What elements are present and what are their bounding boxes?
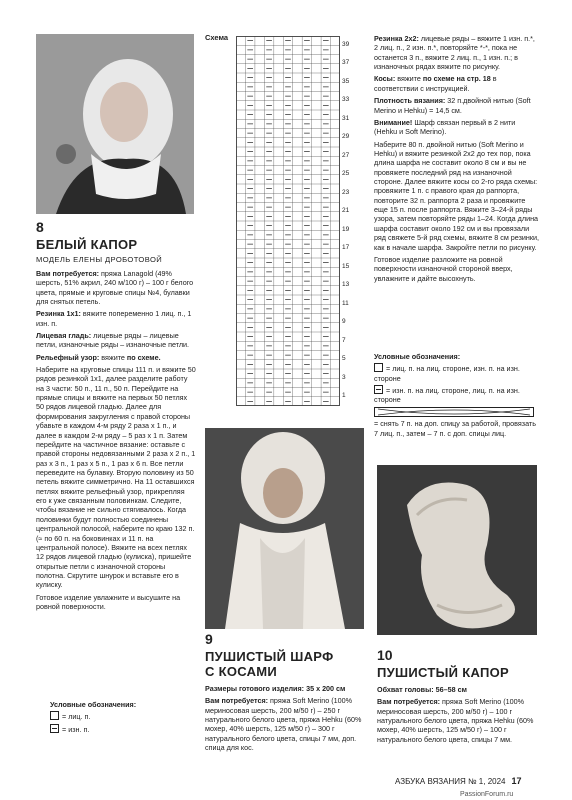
density-label: Плотность вязания: xyxy=(374,96,446,106)
legend-label: = изн. п. xyxy=(62,724,90,734)
scheme-row-number: 33 xyxy=(342,96,350,104)
section-number: 8 xyxy=(36,219,44,235)
page-number: 17 xyxy=(511,776,522,786)
section-subtitle: МОДЕЛЬ ЕЛЕНЫ ДРОБОТОВОЙ xyxy=(36,254,163,264)
materials-label: Вам потребуется: xyxy=(36,268,100,278)
section-title: ПУШИСТЫЙ КАПОР xyxy=(377,665,510,680)
relief-text: вяжите xyxy=(101,352,125,362)
photo-fluffy-scarf-image xyxy=(205,428,364,629)
legend-label: = лиц. п. на лиц. стороне, изн. п. на изн. стороне xyxy=(374,364,520,383)
scheme-row-number: 11 xyxy=(342,299,349,307)
legend-label: = изн. п. на лиц. стороне, лиц. п. на изн. стороне xyxy=(374,386,520,405)
attention-label: Внимание! xyxy=(374,117,413,127)
watermark: PassionForum.ru xyxy=(460,791,514,798)
scheme-row-number: 3 xyxy=(342,373,346,381)
magazine-issue: АЗБУКА ВЯЗАНИЯ № 1, 2024 xyxy=(395,777,506,786)
finishing-text: Готовое изделие увлажните и высушите на ровной поверхности. xyxy=(36,592,181,612)
scheme-row-number: 23 xyxy=(342,188,350,196)
scheme-row-number: 5 xyxy=(342,355,346,363)
attention-text: Шарф связан первый в 2 нити (Hehku и Soft Merino). xyxy=(374,117,516,137)
instructions-body: Наберите на круговые спицы 111 п. и вяжите 50 рядов резинкой 1х1, далее разделите работу на 3 части: 50 п., 11 п., 50 п. Перейдите на прямые спицы и вяжите на первых 50 петлях 50 рядов лицевой гладью. Далее для формирования закругления с правой стороны убавьте в каждом 4-м ряду 2 раза х 1 п., и далее в каждом 2-м ряду – 5 раз х 1 п. Затем перейдите на частичное вязание: оставьте с правой стороны недовязанными 2 раза х 2 п., 1 раз х 3 п., 1 раз х 5 п., 1 раз х 6 п. Все петли переведите на булавку. Вторую половину из 50 петель вяжите симметрично. На 11 оставшихся петлях вяжите рельефный узор, прикрепляя его к уже связанным половинкам. Следите, чтобы вязание не сильно стягивалось. Когда половинки будут полностью соединены центральной полосой, наберите по краю 132 п. (≈ по 60 п. на боковинках и 11 п. на центральной полосе). Вяжите на всех петлях 12 рядов лицевой гладью (кулиска), пришейте открытые петли с изнаночной стороны полотна. Скрутите шнурок и вставьте его в кулиску. xyxy=(36,365,196,590)
scheme-row-number: 9 xyxy=(342,318,346,326)
knit-symbol-icon xyxy=(374,363,383,372)
finishing-text: Готовое изделие разложите на ровной поверхности изнаночной стороной вверх, увлажните и дайте высохнуть. xyxy=(374,254,513,283)
materials-text: пряжа Soft Merino (100% мериносовая шерсть, 200 м/50 г) – 100 г натурального белого цвета, пряжа Hehku (60% мохер, 40% шерсть, 125 м/50 г) – 100 г натурального белого цвета, спицы 7 мм. xyxy=(377,697,534,744)
materials-text: пряжа Soft Merino (100% мериносовая шерсть, 200 м/50 г) – 250 г натурального белого цвета, пряжа Hehku (60% мохер, 40% шерсть, 125 м/50 г) – 300 г натурального белого цвета, спицы 7 мм, доп. спица для кос. xyxy=(205,696,362,753)
scheme-row-number: 39 xyxy=(342,40,350,48)
legend-label: = лиц. п. xyxy=(62,712,91,722)
relief-link: по схеме. xyxy=(126,352,161,362)
legend-item-purl xyxy=(50,724,190,734)
section-9 xyxy=(205,632,368,772)
photo-fluffy-hood xyxy=(377,465,537,635)
stockinette-text: лицевые ряды – лицевые петли, изнаночные ряды – изнаночные петли. xyxy=(36,330,190,350)
rib-text: вяжите попеременно 1 лиц. п., 1 изн. п. xyxy=(36,309,192,328)
legend-item-knit xyxy=(374,363,540,383)
scheme-row-number: 35 xyxy=(342,77,350,85)
scheme-label: Схема xyxy=(205,33,229,42)
section-title-line-1: ПУШИСТЫЙ ШАРФ xyxy=(205,649,334,664)
scheme-row-number: 7 xyxy=(342,336,346,344)
knitting-scheme xyxy=(236,36,340,406)
page-footer xyxy=(395,776,522,788)
rib-label: Резинка 1х1: xyxy=(36,309,81,319)
photo-fluffy-scarf xyxy=(205,428,364,629)
cables-label: Косы: xyxy=(374,74,396,84)
section-10 xyxy=(377,648,542,773)
knit-symbol-icon xyxy=(50,711,59,720)
stockinette-label: Лицевая гладь: xyxy=(36,330,92,340)
rib-label: Резинка 2х2: xyxy=(374,34,419,43)
section-number: 10 xyxy=(377,647,393,663)
section-number: 9 xyxy=(205,631,213,647)
cables-link: по схеме на стр. 18 xyxy=(422,74,491,84)
scheme-row-number: 25 xyxy=(342,170,350,178)
materials-label: Вам потребуется: xyxy=(205,696,269,706)
scheme-row-number: 31 xyxy=(342,114,350,122)
legend-8 xyxy=(50,700,190,740)
scheme-row-number: 37 xyxy=(342,59,350,67)
size-value: 35 х 200 см xyxy=(306,683,346,693)
scheme-row-number: 19 xyxy=(342,225,350,233)
scheme-row-number: 13 xyxy=(342,281,350,289)
cables-text: вяжите xyxy=(397,74,421,84)
legend-label: = снять 7 п. на доп. спицу за работой, провязать 7 лиц. п., затем – 7 п. с доп. спицы лиц. xyxy=(374,419,536,438)
section-title: БЕЛЫЙ КАПОР xyxy=(36,237,138,252)
photo-white-hood xyxy=(36,34,194,214)
scheme-row-number: 29 xyxy=(342,133,350,141)
section-8 xyxy=(36,220,196,740)
relief-label: Рельефный узор: xyxy=(36,352,100,362)
scheme-row-number: 27 xyxy=(342,151,350,159)
scheme-row-number: 17 xyxy=(342,244,350,252)
instructions-body: Наберите 80 п. двойной нитью (Soft Merino и Hehku) и вяжите резинкой 2х2 до тех пор, пока длина шарфа не составит около 8 см и вы не провяжете последний ряд на изнаночной стороне. Далее вяжите косы со 2-го ряда схемы: провяжите 1 п. с правого края до раппорта, повторите 32 п. раппорта 2 раза и провяжите еще 15 п. после раппорта. Вяжите 3–24-й ряды узора, затем повторяйте ряды 1–24. Когда длина шарфа составит около 192 см и вы провязали ряд свяжете 5-й ряд схемы, вяжите 8 см резинки, как в начале шарфа. Закройте петли по рисунку. xyxy=(374,139,540,252)
photo-fluffy-hood-image xyxy=(377,465,537,635)
size-label: Обхват головы: xyxy=(377,684,434,694)
legend-item-purl xyxy=(374,385,540,405)
purl-symbol-icon xyxy=(374,385,383,394)
section-title-line-2: С КОСАМИ xyxy=(205,663,278,679)
materials-label: Вам потребуется: xyxy=(377,697,441,707)
cable-symbol-icon xyxy=(374,407,534,417)
legend-title: Условные обозначения: xyxy=(50,700,137,709)
legend-9 xyxy=(374,352,540,438)
legend-item-cable xyxy=(374,407,540,438)
rib-text: лицевые ряды – вяжите 1 изн. п.*, 2 лиц. п., 2 изн. п.*, повторяйте *-*, пока не останется 3 п., вяжите 2 лиц. п., 1 изн. п.; в изнаночных рядах вяжите по рисунку. xyxy=(374,34,535,72)
photo-white-hood-image xyxy=(36,34,194,214)
scheme-row-number: 15 xyxy=(342,262,350,270)
density-text: 32 п.двойной нитью (Soft Merino и Hehku) = 14,5 см. xyxy=(374,96,531,115)
scheme-grid xyxy=(236,36,340,406)
purl-symbol-icon xyxy=(50,724,59,733)
legend-item-knit xyxy=(50,711,190,721)
size-label: Размеры готового изделия: xyxy=(205,683,305,693)
materials-text: пряжа Lanagold (49% шерсть, 51% акрил, 240 м/100 г) – 100 г белого цвета, прямые и круговые спицы №4, булавки для снятых петель. xyxy=(36,268,194,306)
scheme-row-number: 1 xyxy=(342,392,346,400)
legend-title: Условные обозначения: xyxy=(374,352,461,361)
cables-text-end: в соответствии с инструкцией. xyxy=(374,74,497,93)
scheme-row-number: 21 xyxy=(342,207,350,215)
size-value: 56–58 см xyxy=(435,684,467,694)
